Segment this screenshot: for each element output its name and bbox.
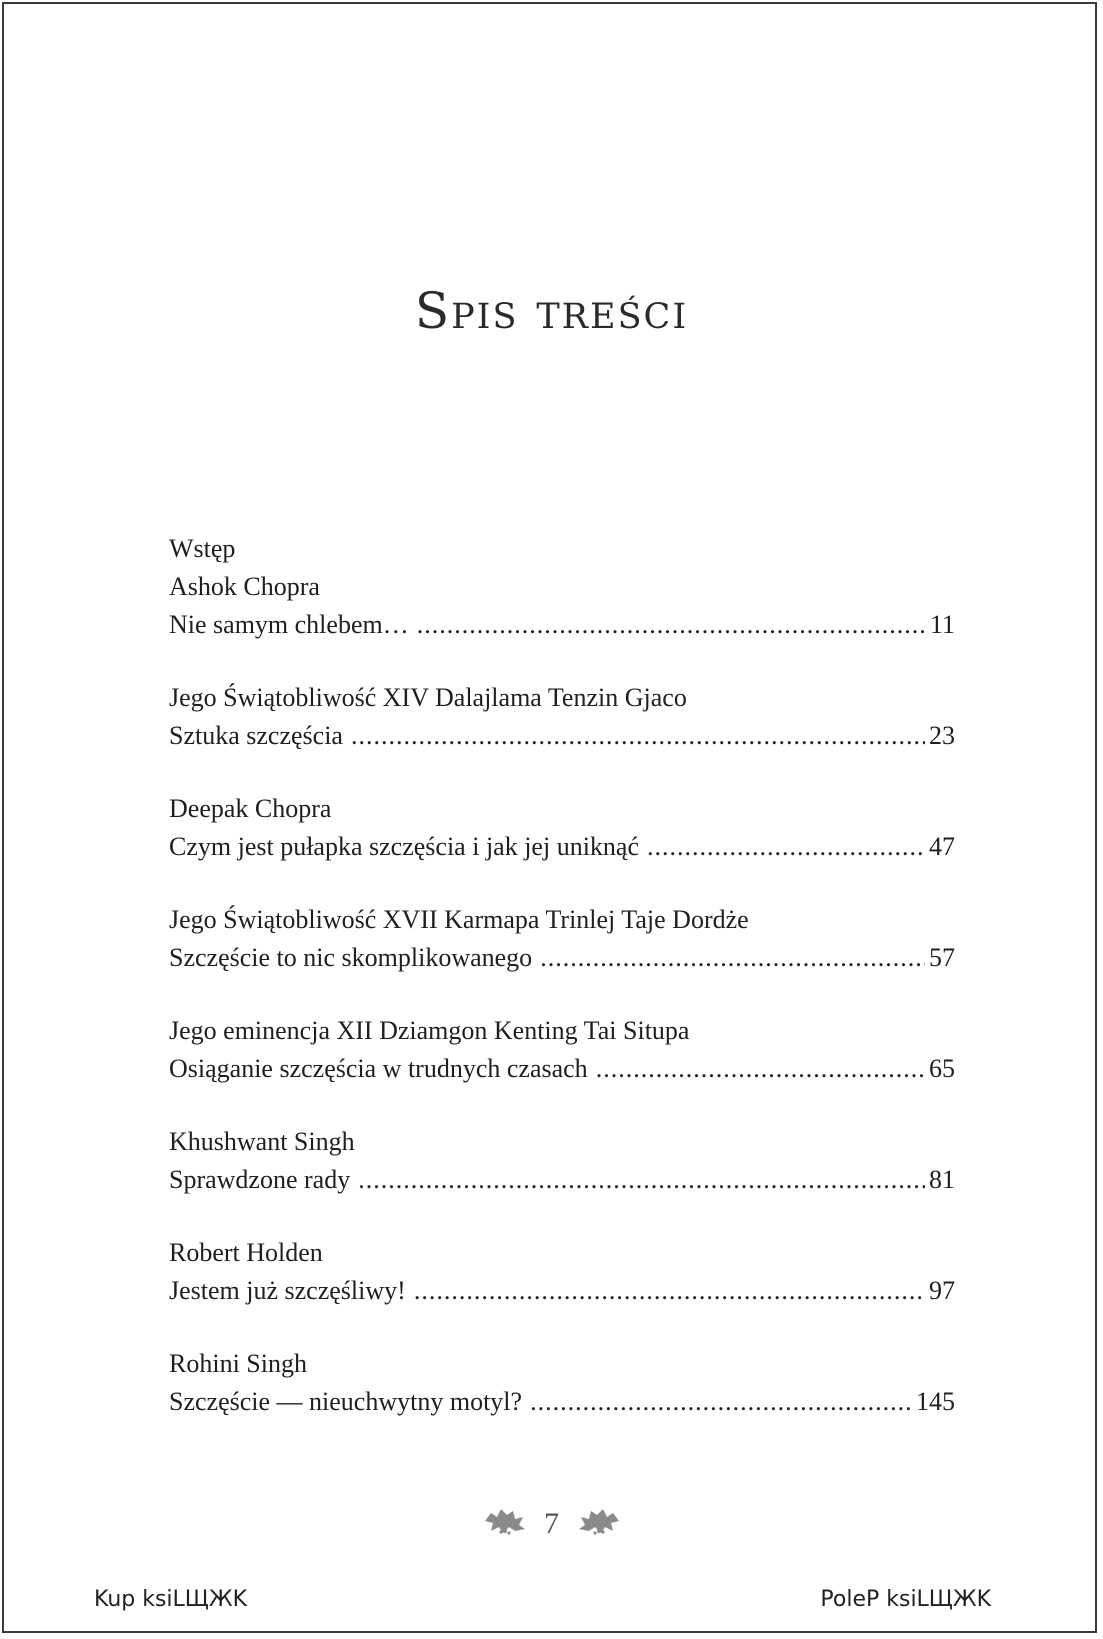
- footer-recommend-link[interactable]: PoleP ksiLЩЖK: [820, 1587, 991, 1612]
- toc-row: [169, 1272, 955, 1310]
- toc-row: [169, 939, 955, 977]
- toc-author: Jego eminencja XII Dziamgon Kenting Tai Situpa: [169, 1016, 690, 1045]
- page-folio: [0, 1505, 1103, 1543]
- dot-leader: [351, 717, 925, 755]
- toc-title: Sprawdzone rady: [169, 1165, 351, 1194]
- dot-leader: [417, 606, 926, 644]
- dot-leader: [414, 1272, 925, 1310]
- grape-leaf-ornament-icon: [575, 1505, 621, 1543]
- toc-row: [169, 717, 955, 755]
- toc-title: Jestem już szczęśliwy!: [169, 1276, 406, 1305]
- toc-title: Szczęście to nic skomplikowanego: [169, 943, 533, 972]
- toc-page: 57: [929, 943, 955, 972]
- footer-buy-link[interactable]: Kup ksiLЩЖK: [94, 1587, 247, 1612]
- toc-author: Ashok Chopra: [169, 572, 320, 601]
- toc-title: Szczęście — nieuchwytny motyl?: [169, 1387, 523, 1416]
- toc-row: [169, 828, 955, 866]
- dot-leader: [596, 1050, 925, 1088]
- toc-page: 97: [929, 1276, 955, 1305]
- toc-author: Jego Świątobliwość XVII Karmapa Trinlej Taje Dordże: [169, 905, 749, 934]
- toc-author: Deepak Chopra: [169, 794, 332, 823]
- toc-page: 145: [916, 1387, 955, 1416]
- toc-author: Khushwant Singh: [169, 1127, 355, 1156]
- toc-page: 65: [929, 1054, 955, 1083]
- toc-row: [169, 1383, 955, 1421]
- toc-title: Czym jest pułapka szczęścia i jak jej uniknąć: [169, 832, 639, 861]
- table-of-contents: [169, 530, 955, 1421]
- toc-page: 11: [929, 610, 955, 639]
- dot-leader: [540, 939, 925, 977]
- toc-title: Sztuka szczęścia: [169, 721, 343, 750]
- page-number: 7: [544, 1507, 559, 1541]
- toc-author: Robert Holden: [169, 1238, 323, 1267]
- grape-leaf-ornament-icon: [483, 1505, 529, 1543]
- toc-author: Rohini Singh: [169, 1349, 307, 1378]
- toc-row: [169, 606, 955, 644]
- toc-intro-heading: Wstęp: [169, 534, 236, 563]
- toc-page: 23: [929, 721, 955, 750]
- toc-page: 81: [929, 1165, 955, 1194]
- page-title: Spis treści: [414, 282, 689, 340]
- toc-row: [169, 1161, 955, 1199]
- toc-row: [169, 1050, 955, 1088]
- toc-title: Nie samym chlebem…: [169, 610, 409, 639]
- dot-leader: [358, 1161, 925, 1199]
- dot-leader: [647, 828, 925, 866]
- toc-page: 47: [929, 832, 955, 861]
- dot-leader: [530, 1383, 912, 1421]
- toc-title: Osiąganie szczęścia w trudnych czasach: [169, 1054, 588, 1083]
- toc-author: Jego Świątobliwość XIV Dalajlama Tenzin Gjaco: [169, 683, 687, 712]
